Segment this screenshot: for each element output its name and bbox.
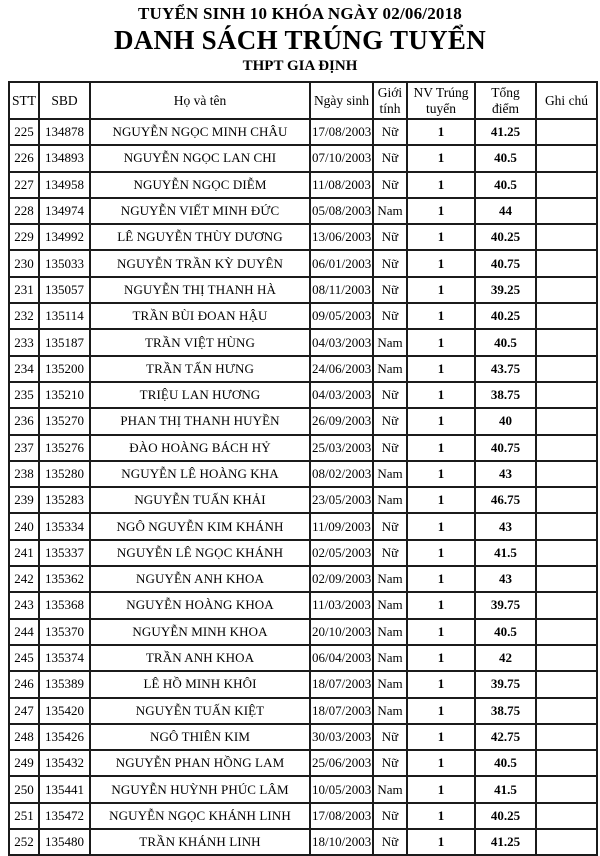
cell-nv: 1 [407,724,475,750]
cell-gender: Nữ [373,250,407,276]
cell-stt: 235 [9,382,39,408]
column-header-dob: Ngày sinh [310,82,373,119]
cell-name: LÊ HỒ MINH KHÔI [90,671,310,697]
cell-dob: 11/09/2003 [310,513,373,539]
cell-note [536,198,597,224]
cell-dob: 05/08/2003 [310,198,373,224]
table-row [9,277,597,303]
cell-note [536,408,597,434]
cell-gender: Nam [373,487,407,513]
cell-score: 41.5 [475,776,536,802]
cell-name: NGUYỄN NGỌC MINH CHÂU [90,119,310,145]
school-name: THPT GIA ĐỊNH [242,58,358,74]
cell-score: 41.25 [475,829,536,855]
cell-nv: 1 [407,145,475,171]
cell-dob: 07/10/2003 [310,145,373,171]
cell-sbd: 135370 [39,619,90,645]
cell-name: NGUYỄN NGỌC KHÁNH LINH [90,803,310,829]
cell-sbd: 134878 [39,119,90,145]
cell-score: 41.5 [475,540,536,566]
cell-nv: 1 [407,435,475,461]
column-header-stt: STT [9,82,39,119]
cell-dob: 11/08/2003 [310,172,373,198]
cell-nv: 1 [407,750,475,776]
cell-dob: 20/10/2003 [310,619,373,645]
cell-name: NGUYỄN VIẾT MINH ĐỨC [90,198,310,224]
cell-sbd: 135472 [39,803,90,829]
cell-note [536,461,597,487]
cell-sbd: 135057 [39,277,90,303]
cell-nv: 1 [407,329,475,355]
cell-sbd: 135334 [39,513,90,539]
table-row [9,724,597,750]
column-header-score: Tổng điểm [475,82,536,119]
cell-stt: 250 [9,776,39,802]
cell-sbd: 135276 [39,435,90,461]
cell-dob: 04/03/2003 [310,382,373,408]
cell-score: 40.5 [475,619,536,645]
cell-stt: 231 [9,277,39,303]
cell-score: 43.75 [475,356,536,382]
table-row [9,750,597,776]
table-body [9,119,597,855]
cell-gender: Nữ [373,513,407,539]
admission-session-title: TUYỂN SINH 10 KHÓA NGÀY 02/06/2018 [137,4,462,23]
cell-sbd: 135270 [39,408,90,434]
cell-score: 44 [475,198,536,224]
cell-note [536,145,597,171]
table-row [9,119,597,145]
cell-stt: 244 [9,619,39,645]
table-row [9,250,597,276]
table-row [9,303,597,329]
cell-dob: 02/05/2003 [310,540,373,566]
cell-stt: 228 [9,198,39,224]
cell-nv: 1 [407,250,475,276]
cell-note [536,750,597,776]
cell-note [536,224,597,250]
cell-stt: 230 [9,250,39,276]
cell-score: 40.75 [475,435,536,461]
cell-dob: 18/10/2003 [310,829,373,855]
cell-nv: 1 [407,119,475,145]
column-header-note: Ghi chú [536,82,597,119]
cell-sbd: 135420 [39,698,90,724]
table-row [9,592,597,618]
cell-gender: Nữ [373,224,407,250]
cell-stt: 236 [9,408,39,434]
cell-gender: Nam [373,461,407,487]
cell-note [536,724,597,750]
cell-stt: 245 [9,645,39,671]
cell-note [536,803,597,829]
cell-name: TRẦN KHÁNH LINH [90,829,310,855]
cell-stt: 239 [9,487,39,513]
table-row [9,645,597,671]
cell-sbd: 135200 [39,356,90,382]
cell-sbd: 135432 [39,750,90,776]
cell-stt: 251 [9,803,39,829]
cell-score: 39.75 [475,592,536,618]
cell-sbd: 135280 [39,461,90,487]
cell-sbd: 135114 [39,303,90,329]
table-row [9,435,597,461]
cell-score: 42.75 [475,724,536,750]
table-row [9,224,597,250]
cell-dob: 25/06/2003 [310,750,373,776]
cell-sbd: 135374 [39,645,90,671]
cell-stt: 237 [9,435,39,461]
cell-sbd: 135441 [39,776,90,802]
cell-gender: Nữ [373,172,407,198]
cell-gender: Nam [373,645,407,671]
cell-sbd: 135283 [39,487,90,513]
table-row [9,829,597,855]
table-row [9,408,597,434]
cell-name: NGUYỄN NGỌC DIỄM [90,172,310,198]
cell-nv: 1 [407,356,475,382]
table-row [9,619,597,645]
cell-nv: 1 [407,776,475,802]
cell-name: ĐÀO HOÀNG BÁCH HỶ [90,435,310,461]
table-row [9,461,597,487]
cell-dob: 09/05/2003 [310,303,373,329]
cell-note [536,487,597,513]
admitted-students-table [8,81,598,856]
cell-gender: Nữ [373,408,407,434]
cell-dob: 17/08/2003 [310,803,373,829]
cell-score: 40.25 [475,803,536,829]
cell-stt: 240 [9,513,39,539]
cell-name: NGÔ NGUYỄN KIM KHÁNH [90,513,310,539]
cell-score: 41.25 [475,119,536,145]
table-row [9,172,597,198]
cell-score: 40.5 [475,750,536,776]
column-header-name: Họ và tên [90,82,310,119]
cell-name: NGUYỄN TUẤN KHẢI [90,487,310,513]
cell-sbd: 134974 [39,198,90,224]
cell-nv: 1 [407,172,475,198]
cell-nv: 1 [407,645,475,671]
cell-dob: 30/03/2003 [310,724,373,750]
table-header-row [9,82,597,119]
cell-note [536,329,597,355]
table-row [9,698,597,724]
cell-dob: 25/03/2003 [310,435,373,461]
cell-gender: Nam [373,356,407,382]
cell-name: TRẦN VIỆT HÙNG [90,329,310,355]
cell-sbd: 135362 [39,566,90,592]
cell-name: PHAN THỊ THANH HUYỀN [90,408,310,434]
cell-nv: 1 [407,198,475,224]
cell-gender: Nữ [373,829,407,855]
cell-name: NGUYỄN PHAN HỒNG LAM [90,750,310,776]
cell-score: 42 [475,645,536,671]
cell-sbd: 135033 [39,250,90,276]
cell-note [536,119,597,145]
column-header-sbd: SBD [39,82,90,119]
cell-score: 39.75 [475,671,536,697]
cell-nv: 1 [407,698,475,724]
cell-note [536,356,597,382]
cell-gender: Nữ [373,750,407,776]
cell-dob: 13/06/2003 [310,224,373,250]
table-row [9,487,597,513]
cell-gender: Nam [373,566,407,592]
table-row [9,198,597,224]
table-row [9,145,597,171]
cell-stt: 238 [9,461,39,487]
cell-stt: 234 [9,356,39,382]
cell-name: NGUYỄN MINH KHOA [90,619,310,645]
cell-nv: 1 [407,829,475,855]
cell-name: NGUYỄN LÊ HOÀNG KHA [90,461,310,487]
cell-note [536,513,597,539]
table-row [9,540,597,566]
cell-gender: Nữ [373,803,407,829]
cell-nv: 1 [407,408,475,434]
cell-dob: 23/05/2003 [310,487,373,513]
cell-dob: 08/11/2003 [310,277,373,303]
cell-dob: 26/09/2003 [310,408,373,434]
cell-nv: 1 [407,487,475,513]
cell-dob: 17/08/2003 [310,119,373,145]
cell-dob: 06/04/2003 [310,645,373,671]
cell-name: NGUYỄN HUỲNH PHÚC LÂM [90,776,310,802]
cell-gender: Nam [373,671,407,697]
table-row [9,329,597,355]
cell-score: 40 [475,408,536,434]
cell-stt: 252 [9,829,39,855]
cell-note [536,592,597,618]
cell-note [536,698,597,724]
cell-nv: 1 [407,303,475,329]
cell-nv: 1 [407,803,475,829]
cell-nv: 1 [407,540,475,566]
cell-gender: Nữ [373,277,407,303]
cell-gender: Nữ [373,724,407,750]
table-row [9,671,597,697]
cell-nv: 1 [407,277,475,303]
document-header [0,0,600,75]
cell-stt: 233 [9,329,39,355]
cell-name: TRIỆU LAN HƯƠNG [90,382,310,408]
column-header-gender: Giới tính [373,82,407,119]
cell-stt: 246 [9,671,39,697]
cell-sbd: 135337 [39,540,90,566]
cell-gender: Nam [373,619,407,645]
cell-note [536,619,597,645]
cell-name: NGUYỄN THỊ THANH HÀ [90,277,310,303]
cell-stt: 248 [9,724,39,750]
cell-nv: 1 [407,382,475,408]
cell-score: 43 [475,566,536,592]
cell-name: NGUYỄN HOÀNG KHOA [90,592,310,618]
cell-stt: 232 [9,303,39,329]
cell-note [536,435,597,461]
cell-gender: Nữ [373,382,407,408]
cell-stt: 242 [9,566,39,592]
cell-nv: 1 [407,461,475,487]
cell-gender: Nữ [373,145,407,171]
cell-score: 39.25 [475,277,536,303]
cell-gender: Nam [373,329,407,355]
cell-dob: 10/05/2003 [310,776,373,802]
cell-dob: 04/03/2003 [310,329,373,355]
cell-gender: Nữ [373,435,407,461]
cell-sbd: 135368 [39,592,90,618]
cell-stt: 229 [9,224,39,250]
cell-sbd: 134893 [39,145,90,171]
cell-note [536,776,597,802]
table-row [9,382,597,408]
cell-sbd: 134992 [39,224,90,250]
cell-nv: 1 [407,566,475,592]
cell-stt: 247 [9,698,39,724]
cell-note [536,303,597,329]
cell-score: 38.75 [475,698,536,724]
table-row [9,776,597,802]
cell-dob: 18/07/2003 [310,698,373,724]
cell-nv: 1 [407,619,475,645]
cell-score: 40.5 [475,145,536,171]
cell-dob: 08/02/2003 [310,461,373,487]
column-header-nv: NV Trúng tuyển [407,82,475,119]
cell-sbd: 135480 [39,829,90,855]
cell-dob: 18/07/2003 [310,671,373,697]
cell-name: TRẦN BÙI ĐOAN HẬU [90,303,310,329]
cell-name: NGUYỄN TRẦN KỲ DUYÊN [90,250,310,276]
table-row [9,356,597,382]
cell-note [536,277,597,303]
cell-name: NGUYỄN LÊ NGỌC KHÁNH [90,540,310,566]
cell-score: 38.75 [475,382,536,408]
cell-gender: Nữ [373,119,407,145]
cell-sbd: 134958 [39,172,90,198]
table-row [9,566,597,592]
cell-stt: 226 [9,145,39,171]
cell-name: NGUYỄN NGỌC LAN CHI [90,145,310,171]
cell-stt: 249 [9,750,39,776]
cell-score: 43 [475,461,536,487]
cell-nv: 1 [407,592,475,618]
table-row [9,803,597,829]
cell-note [536,382,597,408]
cell-sbd: 135426 [39,724,90,750]
cell-nv: 1 [407,671,475,697]
cell-dob: 24/06/2003 [310,356,373,382]
cell-name: TRẦN TẤN HƯNG [90,356,310,382]
cell-note [536,829,597,855]
cell-note [536,540,597,566]
cell-sbd: 135389 [39,671,90,697]
cell-note [536,645,597,671]
cell-score: 46.75 [475,487,536,513]
cell-name: NGÔ THIÊN KIM [90,724,310,750]
cell-stt: 225 [9,119,39,145]
cell-score: 43 [475,513,536,539]
cell-score: 40.25 [475,303,536,329]
cell-name: LÊ NGUYỄN THÙY DƯƠNG [90,224,310,250]
cell-name: NGUYỄN ANH KHOA [90,566,310,592]
cell-gender: Nam [373,592,407,618]
cell-gender: Nam [373,698,407,724]
cell-name: TRẦN ANH KHOA [90,645,310,671]
cell-stt: 227 [9,172,39,198]
cell-nv: 1 [407,224,475,250]
cell-stt: 241 [9,540,39,566]
cell-dob: 02/09/2003 [310,566,373,592]
cell-gender: Nữ [373,540,407,566]
cell-gender: Nam [373,198,407,224]
page-title: DANH SÁCH TRÚNG TUYỂN [113,25,487,55]
table-row [9,513,597,539]
cell-score: 40.5 [475,329,536,355]
cell-sbd: 135210 [39,382,90,408]
cell-sbd: 135187 [39,329,90,355]
cell-gender: Nam [373,776,407,802]
cell-note [536,566,597,592]
table-head [9,82,597,119]
cell-note [536,172,597,198]
cell-score: 40.5 [475,172,536,198]
cell-name: NGUYỄN TUẤN KIỆT [90,698,310,724]
cell-gender: Nữ [373,303,407,329]
cell-score: 40.25 [475,224,536,250]
cell-note [536,250,597,276]
cell-nv: 1 [407,513,475,539]
cell-dob: 06/01/2003 [310,250,373,276]
cell-note [536,671,597,697]
cell-dob: 11/03/2003 [310,592,373,618]
cell-score: 40.75 [475,250,536,276]
cell-stt: 243 [9,592,39,618]
